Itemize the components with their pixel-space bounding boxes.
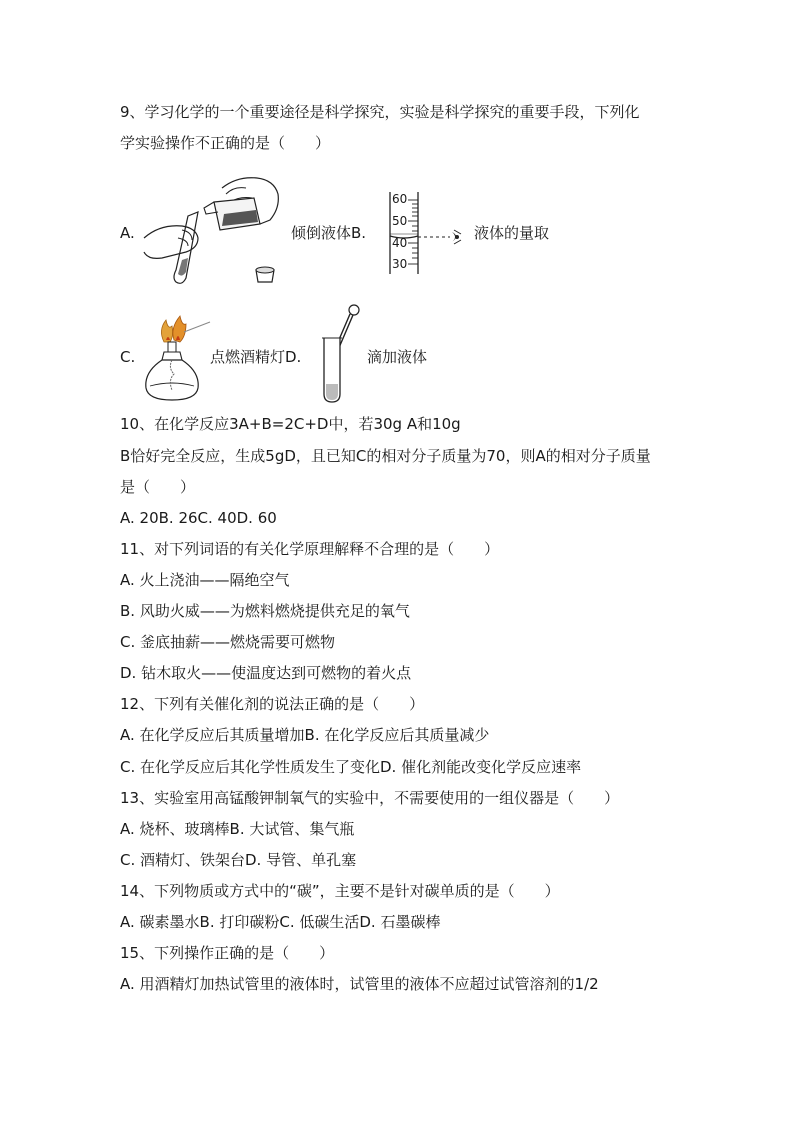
q11-option-a: A. 火上浇油——隔绝空气 — [120, 571, 290, 589]
q11-option-c: C. 釜底抽薪——燃烧需要可燃物 — [120, 633, 336, 651]
q12-options-line1: A. 在化学反应后其质量增加B. 在化学反应后其质量减少 — [120, 726, 490, 744]
cylinder-tick-60: 60 — [392, 192, 408, 206]
q14-options: A. 碳素墨水B. 打印碳粉C. 低碳生活D. 石墨碳棒 — [120, 913, 441, 931]
q9-option-c-letter: C. — [120, 348, 136, 366]
q12-stem: 12、下列有关催化剂的说法正确的是（ ） — [120, 695, 425, 713]
q9-option-a-caption: 倾倒液体B. — [291, 224, 367, 242]
q9-stem-line1: 9、学习化学的一个重要途径是科学探究，实验是科学探究的重要手段，下列化 — [120, 103, 640, 121]
q11-option-b: B. 风助火威——为燃料燃烧提供充足的氧气 — [120, 602, 410, 620]
cylinder-tick-30: 30 — [392, 257, 408, 271]
alcohol-lamp-illustration — [140, 312, 212, 404]
dropper-test-tube-illustration — [314, 304, 362, 404]
q9-option-b-caption: 液体的量取 — [474, 224, 550, 242]
cylinder-tick-40: 40 — [392, 236, 408, 250]
q14-stem: 14、下列物质或方式中的“碳”，主要不是针对碳单质的是（ ） — [120, 882, 560, 900]
q11-stem: 11、对下列词语的有关化学原理解释不合理的是（ ） — [120, 540, 500, 558]
q9-option-c-caption: 点燃酒精灯D. — [210, 348, 302, 366]
q10-options: A. 20B. 26C. 40D. 60 — [120, 509, 277, 527]
pouring-liquid-illustration — [142, 168, 287, 290]
q9-stem-line2: 学实验操作不正确的是（ ） — [120, 134, 331, 152]
q13-stem: 13、实验室用高锰酸钾制氧气的实验中，不需要使用的一组仪器是（ ） — [120, 789, 620, 807]
q12-options-line2: C. 在化学反应后其化学性质发生了变化D. 催化剂能改变化学反应速率 — [120, 758, 582, 776]
q15-stem: 15、下列操作正确的是（ ） — [120, 944, 335, 962]
q9-option-d-caption: 滴加液体 — [367, 348, 428, 366]
q10-stem-line2: B恰好完全反应，生成5gD，且已知C的相对分子质量为70，则A的相对分子质量 — [120, 447, 651, 465]
cylinder-tick-50: 50 — [392, 214, 408, 228]
q13-options-line1: A. 烧杯、玻璃棒B. 大试管、集气瓶 — [120, 820, 355, 838]
q11-option-d: D. 钻木取火——使温度达到可燃物的着火点 — [120, 664, 412, 682]
q15-option-a: A. 用酒精灯加热试管里的液体时，试管里的液体不应超过试管溶剂的1/2 — [120, 975, 599, 993]
q9-option-a-letter: A. — [120, 224, 135, 242]
q10-stem-line1: 10、在化学反应3A+B=2C+D中，若30g A和10g — [120, 415, 461, 433]
q10-stem-line3: 是（ ） — [120, 478, 196, 496]
q13-options-line2: C. 酒精灯、铁架台D. 导管、单孔塞 — [120, 851, 357, 869]
